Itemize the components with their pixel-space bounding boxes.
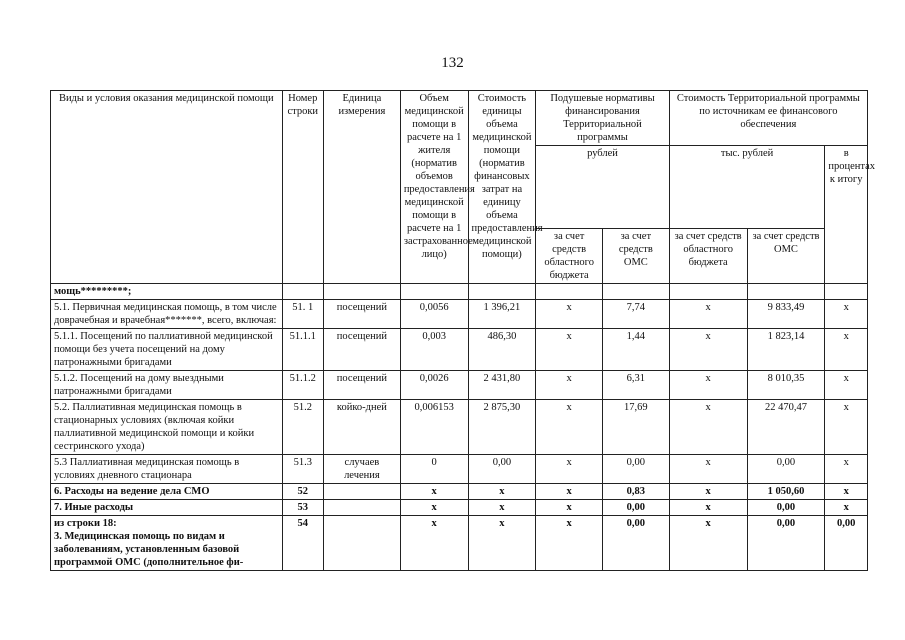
row-cost: x (468, 500, 536, 516)
row-percapita-budget: x (536, 329, 603, 371)
row-total-budget: x (669, 500, 747, 516)
row-unit: посещений (323, 329, 400, 371)
row-volume: 0,003 (400, 329, 468, 371)
row-volume: x (400, 484, 468, 500)
row-number: 51.1.2 (282, 371, 323, 400)
row-cost: x (468, 516, 536, 571)
row-kind: 5.1.1. Посещений по паллиативной медицинской помощи без учета посещений на дому патронажными бригадами (51, 329, 283, 371)
row-kind: 6. Расходы на ведение дела СМО (51, 484, 283, 500)
row-percent: x (825, 455, 868, 484)
row-total-oms: 9 833,49 (747, 300, 825, 329)
row-percapita-budget: x (536, 400, 603, 455)
row-number: 53 (282, 500, 323, 516)
row-cost: 2 431,80 (468, 371, 536, 400)
row-unit: посещений (323, 371, 400, 400)
header-sub-regional-budget: за счет средств областного бюджета (536, 229, 603, 284)
row-percapita-oms: 1,44 (603, 329, 670, 371)
row-cost (468, 284, 536, 300)
row-cost: 486,30 (468, 329, 536, 371)
row-percent (825, 284, 868, 300)
row-percent: x (825, 329, 868, 371)
row-unit: случаев лечения (323, 455, 400, 484)
row-percent: x (825, 300, 868, 329)
row-percapita-budget: x (536, 455, 603, 484)
row-unit: койко-дней (323, 400, 400, 455)
row-kind: 7. Иные расходы (51, 500, 283, 516)
row-total-oms: 0,00 (747, 500, 825, 516)
row-kind: 5.3 Паллиативная медицинская помощь в условиях дневного стационара (51, 455, 283, 484)
header-total: Стоимость Территориальной программы по источникам ее финансового обеспечения (669, 91, 867, 146)
row-cost: 2 875,30 (468, 400, 536, 455)
row-percent: x (825, 500, 868, 516)
row-percapita-budget: x (536, 500, 603, 516)
row-percent: x (825, 484, 868, 500)
row-cost: 1 396,21 (468, 300, 536, 329)
page-number: 132 (441, 55, 464, 71)
row-volume: x (400, 500, 468, 516)
row-number: 51. 1 (282, 300, 323, 329)
header-percapita: Подушевые нормативы финансирования Территориальной программы (536, 91, 669, 146)
row-number: 51.1.1 (282, 329, 323, 371)
row-cost: x (468, 484, 536, 500)
table-row (51, 484, 868, 500)
row-percapita-oms: 0,00 (603, 500, 670, 516)
row-percapita-budget: x (536, 484, 603, 500)
row-total-budget (669, 284, 747, 300)
row-number: 54 (282, 516, 323, 571)
row-percapita-oms: 0,00 (603, 455, 670, 484)
row-kind: мощь*********; (51, 284, 283, 300)
row-unit: посещений (323, 300, 400, 329)
row-total-oms: 0,00 (747, 455, 825, 484)
row-number: 51.3 (282, 455, 323, 484)
header-sub-regional-budget-2: за счет средств областного бюджета (669, 229, 747, 284)
financing-table (50, 90, 876, 571)
row-volume: 0 (400, 455, 468, 484)
header-volume: Объем медицинской помощи в расчете на 1 жителя (норматив объемов предоставления медицинской помощи в расчете на 1 застрахованное лицо) (400, 91, 468, 284)
row-total-budget: x (669, 455, 747, 484)
header-percent: в процентах к итогу (825, 146, 868, 284)
row-number: 51.2 (282, 400, 323, 455)
row-percapita-oms: 0,00 (603, 516, 670, 571)
row-kind: 5.1.2. Посещений на дому выездными патронажными бригадами (51, 371, 283, 400)
row-percent: x (825, 371, 868, 400)
row-percent: 0,00 (825, 516, 868, 571)
row-kind: 5.2. Паллиативная медицинская помощь в стационарных условиях (включая койки паллиативной медицинской помощи и койки сестринского ухода) (51, 400, 283, 455)
header-row-no: Номер строки (282, 91, 323, 284)
row-unit (323, 284, 400, 300)
header-kind: Виды и условия оказания медицинской помощи (51, 91, 283, 284)
table-row (51, 371, 868, 400)
row-total-oms (747, 284, 825, 300)
row-cost: 0,00 (468, 455, 536, 484)
row-percapita-budget (536, 284, 603, 300)
row-unit (323, 484, 400, 500)
table-row (51, 300, 868, 329)
header-total-unit: тыс. рублей (669, 146, 825, 229)
header-sub-oms-2: за счет средств ОМС (747, 229, 825, 284)
row-total-budget: x (669, 516, 747, 571)
row-percapita-oms: 6,31 (603, 371, 670, 400)
row-unit (323, 500, 400, 516)
row-percapita-budget: x (536, 300, 603, 329)
row-kind: из строки 18: 3. Медицинская помощь по видам и заболеваниям, установленным базовой программой ОМС (дополнительное фи- (51, 516, 283, 571)
row-total-budget: x (669, 300, 747, 329)
row-volume (400, 284, 468, 300)
row-total-oms: 1 823,14 (747, 329, 825, 371)
row-volume: x (400, 516, 468, 571)
row-total-budget: x (669, 371, 747, 400)
row-volume: 0,006153 (400, 400, 468, 455)
row-percapita-oms: 0,83 (603, 484, 670, 500)
row-total-budget: x (669, 400, 747, 455)
row-percapita-oms: 7,74 (603, 300, 670, 329)
row-percapita-oms (603, 284, 670, 300)
table-row (51, 400, 868, 455)
row-total-oms: 8 010,35 (747, 371, 825, 400)
row-number: 52 (282, 484, 323, 500)
row-total-oms: 1 050,60 (747, 484, 825, 500)
row-volume: 0,0056 (400, 300, 468, 329)
row-total-oms: 22 470,47 (747, 400, 825, 455)
row-percapita-budget: x (536, 516, 603, 571)
header-unit: Единица измерения (323, 91, 400, 284)
table-row (51, 516, 868, 571)
table-row (51, 329, 868, 371)
row-total-oms: 0,00 (747, 516, 825, 571)
row-percapita-oms: 17,69 (603, 400, 670, 455)
table-row (51, 455, 868, 484)
header-row-1 (51, 91, 868, 146)
row-unit (323, 516, 400, 571)
row-percent: x (825, 400, 868, 455)
table-row (51, 284, 868, 300)
row-percapita-budget: x (536, 371, 603, 400)
row-kind: 5.1. Первичная медицинская помощь, в том числе доврачебная и врачебная*******, всего, включая: (51, 300, 283, 329)
row-number (282, 284, 323, 300)
header-cost: Стоимость единицы объема медицинской помощи (норматив финансовых затрат на единицу объема предоставления медицинской помощи) (468, 91, 536, 284)
row-total-budget: x (669, 484, 747, 500)
row-total-budget: x (669, 329, 747, 371)
table-row (51, 500, 868, 516)
header-sub-oms: за счет средств ОМС (603, 229, 670, 284)
header-percapita-unit: рублей (536, 146, 669, 229)
row-volume: 0,0026 (400, 371, 468, 400)
